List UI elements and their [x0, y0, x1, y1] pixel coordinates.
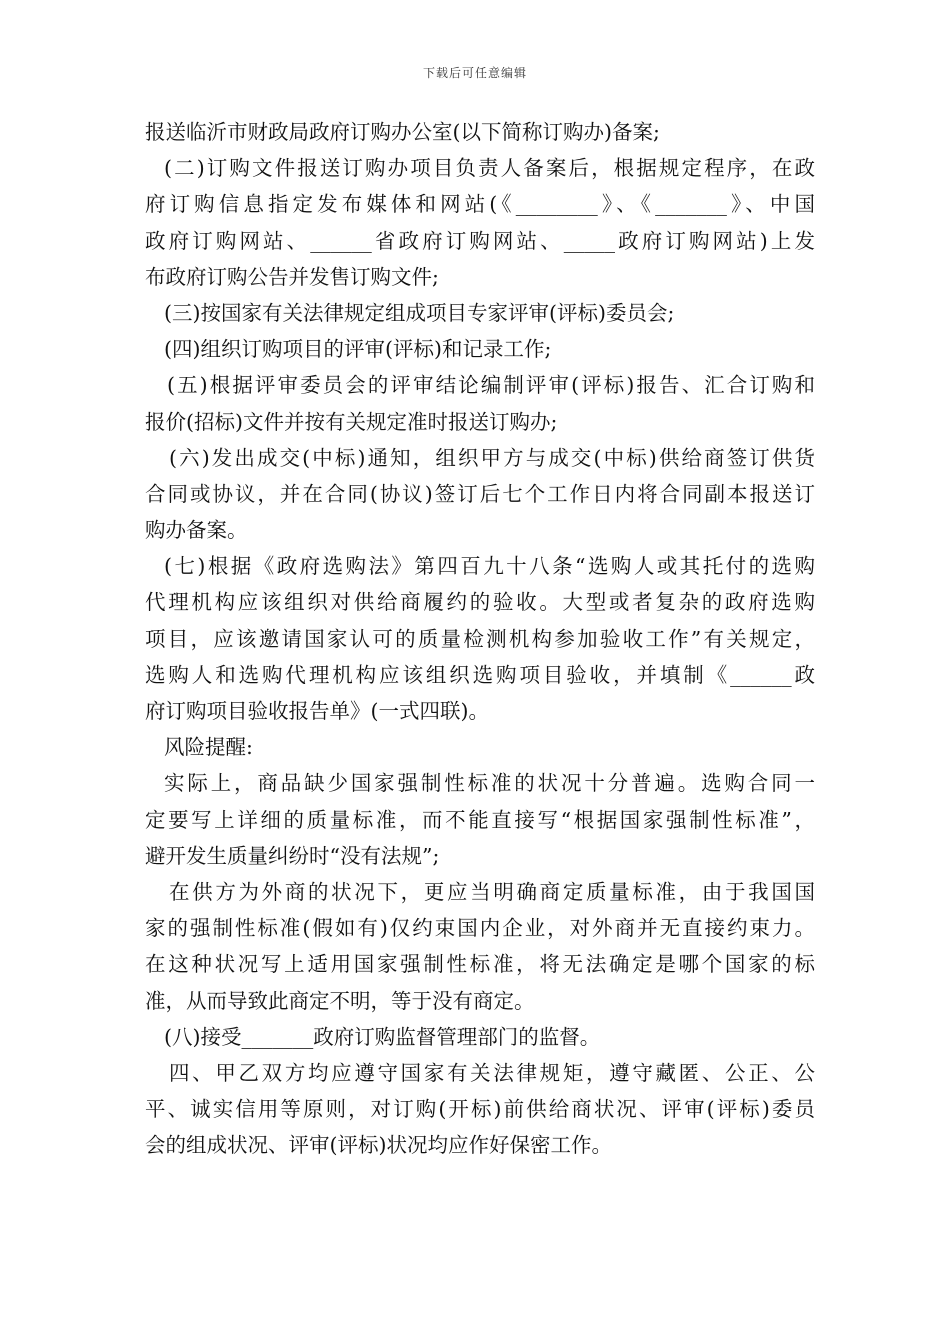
text-line: 准，从而导致此商定不明，等于没有商定。: [145, 988, 535, 1013]
text-line: 报送临沂市财政局政府订购办公室(以下简称订购办)备案;: [145, 120, 660, 144]
text-line: 实际上，商品缺少国家强制性标准的状况十分普遍。选购合同一: [164, 771, 815, 796]
text-line: (八)接受_______政府订购监督管理部门的监督。: [164, 1024, 601, 1049]
text-line: 会的组成状况、评审(评标)状况均应作好保密工作。: [145, 1133, 612, 1158]
text-line: (五)根据评审委员会的评审结论编制评审(评标)报告、汇合订购和: [167, 373, 815, 398]
text-line: 项目，应该邀请国家认可的质量检测机构参加验收工作”有关规定，: [145, 626, 815, 651]
text-line: 选购人和选购代理机构应该组织选购项目验收，并填制《______政: [145, 662, 815, 687]
text-line: 平、诚实信用等原则，对订购(开标)前供给商状况、评审(评标)委员: [145, 1097, 815, 1122]
text-line: 风险提醒:: [164, 735, 253, 760]
document-body: [145, 114, 815, 1163]
text-line: (二)订购文件报送订购办项目负责人备案后，根据规定程序，在政: [164, 156, 815, 181]
text-line: 四、甲乙双方均应遵守国家有关法律规矩，遵守藏匿、公正、公: [169, 1060, 815, 1085]
text-line: (四)组织订购项目的评审(评标)和记录工作;: [164, 337, 552, 362]
text-line: 报价(招标)文件并按有关规定准时报送订购办;: [145, 409, 558, 434]
text-line: 府订购信息指定发布媒体和网站(《________》、《_______》、中国: [145, 192, 815, 217]
text-line: 家的强制性标准(假如有)仅约束国内企业，对外商并无直接约束力。: [145, 916, 815, 941]
text-line: 府订购项目验收报告单》(一式四联)。: [145, 699, 489, 723]
text-line: 政府订购网站、______省政府订购网站、_____政府订购网站)上发: [145, 228, 815, 253]
text-line: 代理机构应该组织对供给商履约的验收。大型或者复杂的政府选购: [145, 590, 815, 615]
text-line: 避开发生质量纠纷时“没有法规”;: [145, 843, 440, 868]
text-line: (三)按国家有关法律规定组成项目专家评审(评标)委员会;: [164, 300, 675, 325]
text-line: (七)根据《政府选购法》第四百九十八条“选购人或其托付的选购: [164, 554, 815, 579]
page-header: 下载后可任意编辑: [422, 66, 527, 80]
text-line: 合同或协议，并在合同(协议)签订后七个工作日内将合同副本报送订: [145, 481, 815, 506]
text-line: 定要写上详细的质量标准，而不能直接写“根据国家强制性标准”，: [145, 807, 815, 832]
text-line: 购办备案。: [145, 518, 248, 543]
text-line: 在供方为外商的状况下，更应当明确商定质量标准，由于我国国: [169, 879, 815, 904]
text-line: (六)发出成交(中标)通知，组织甲方与成交(中标)供给商签订供货: [169, 445, 815, 470]
text-line: 布政府订购公告并发售订购文件;: [145, 264, 439, 289]
text-line: 在这种状况写上适用国家强制性标准，将无法确定是哪个国家的标: [145, 952, 815, 977]
